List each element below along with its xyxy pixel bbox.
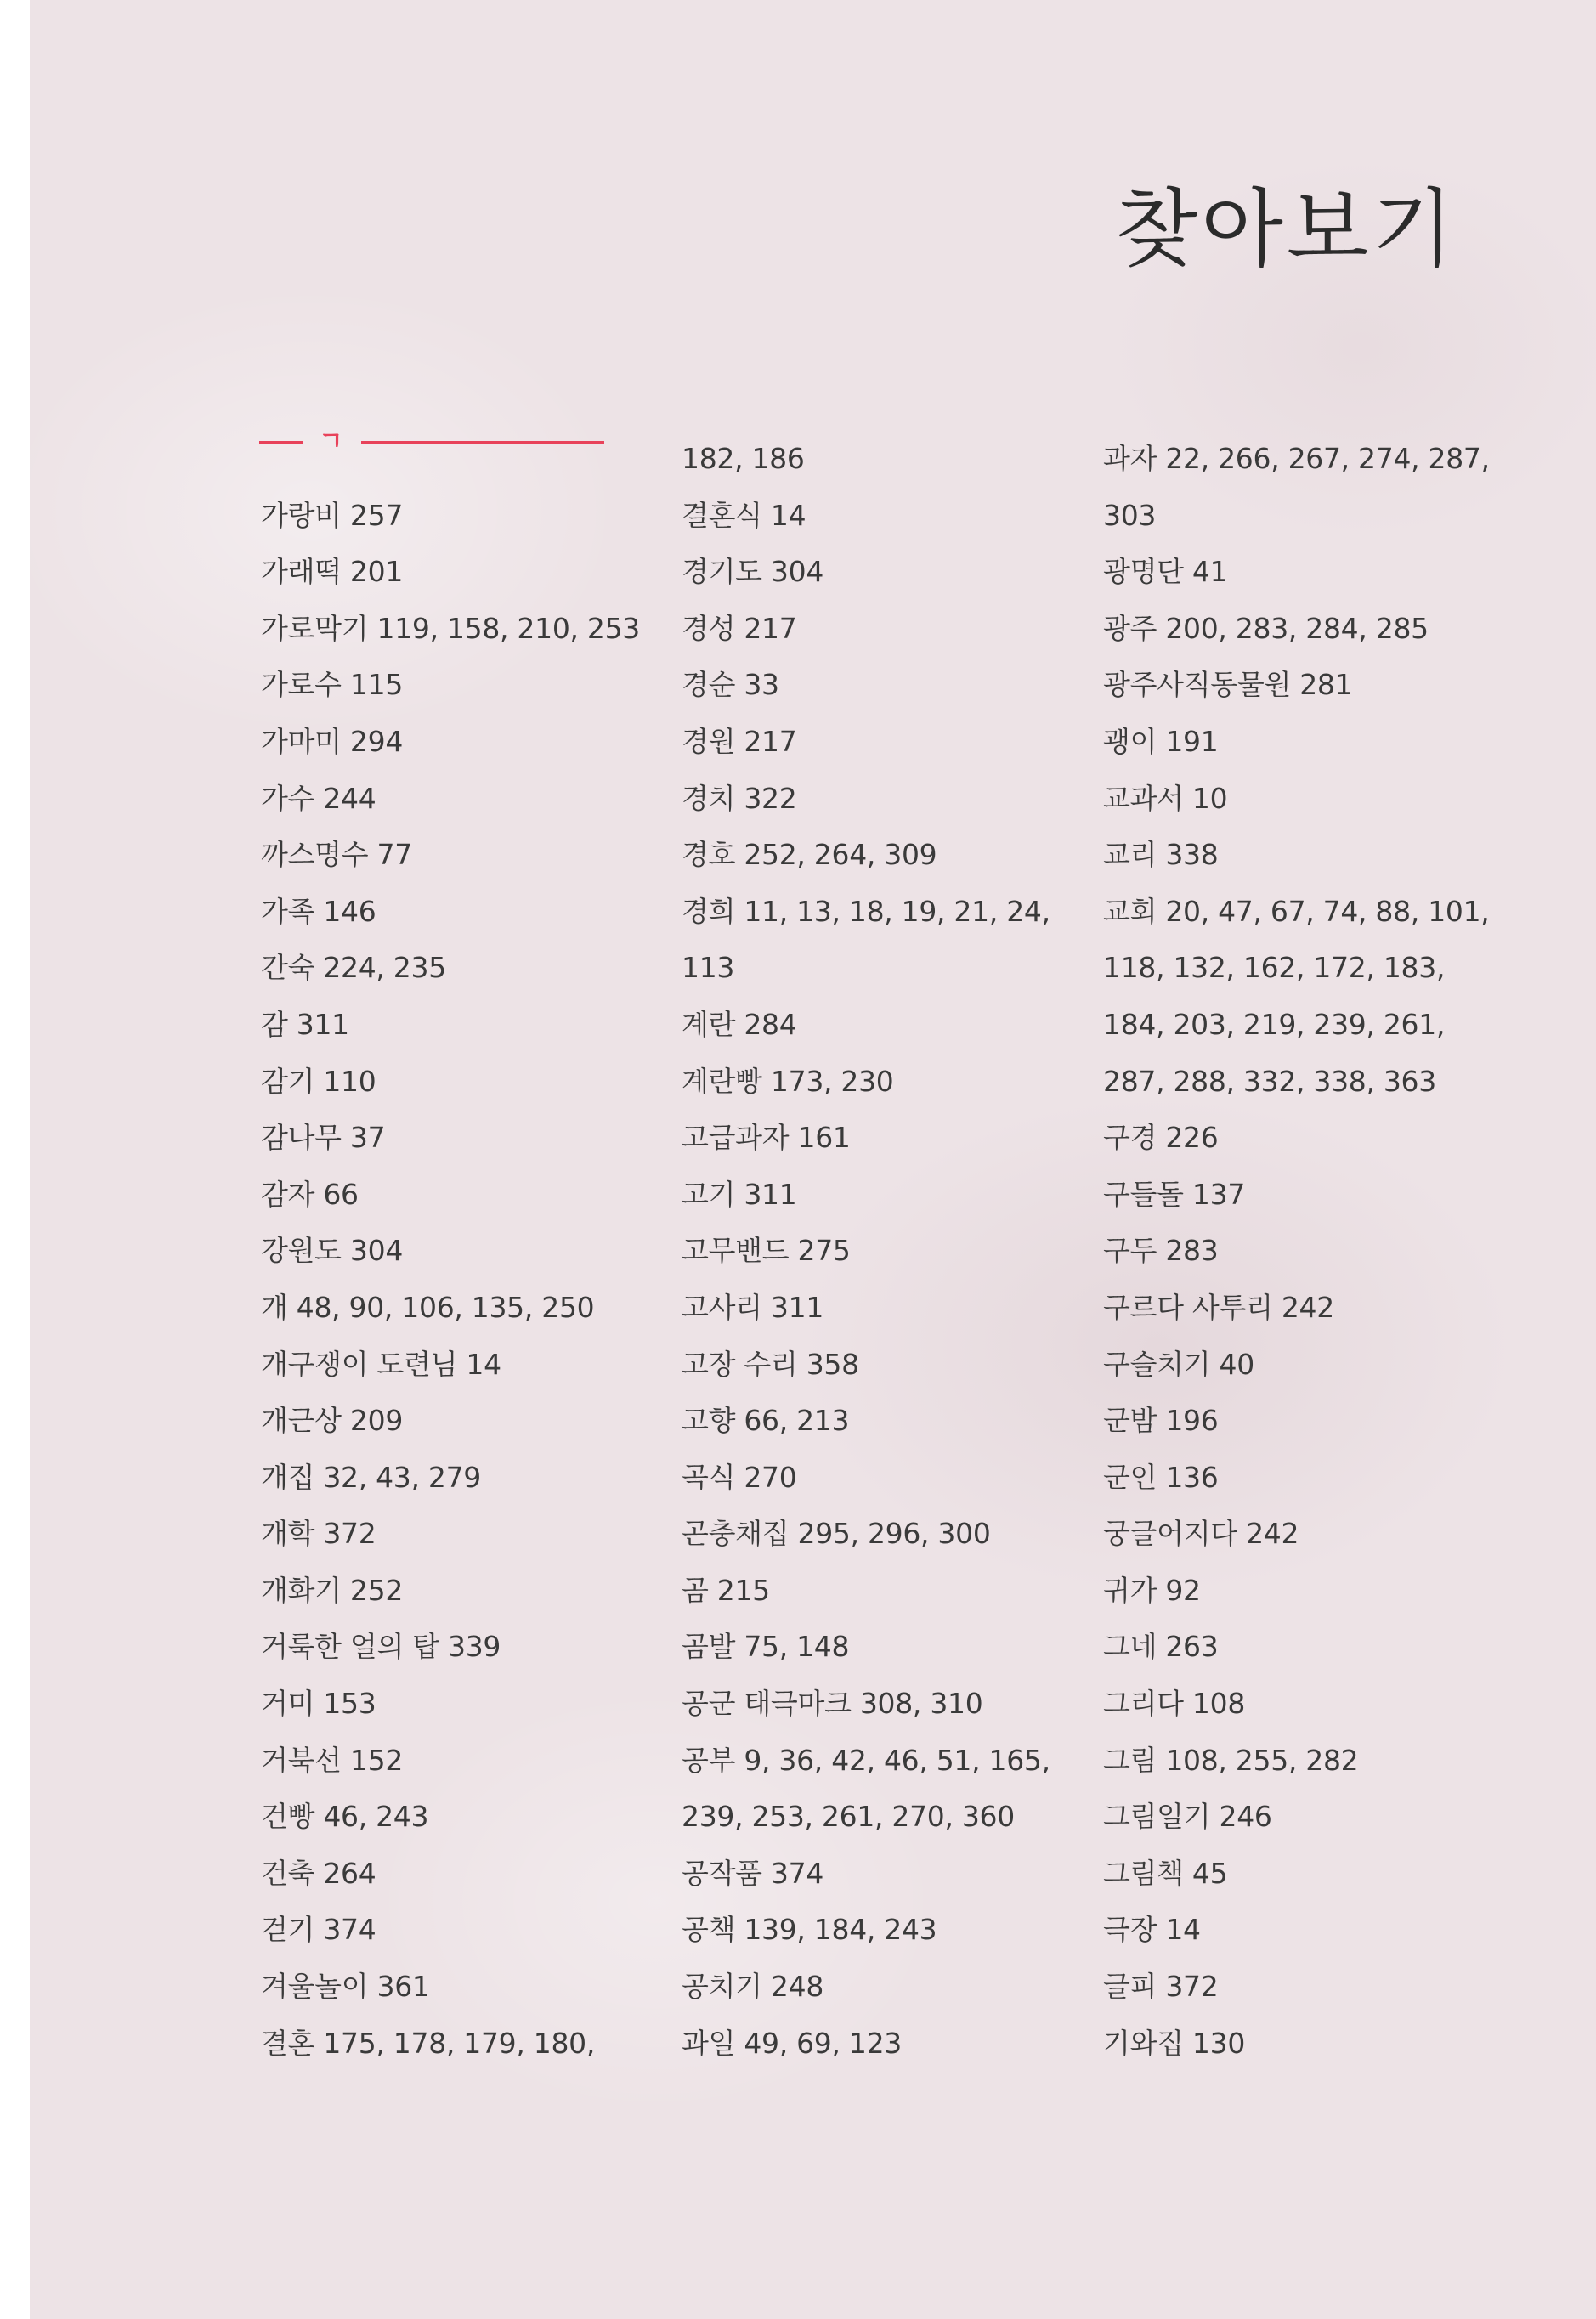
index-entry: 교리 338 (1103, 838, 1219, 872)
index-entry: 거룩한 얼의 탑 339 (261, 1630, 501, 1664)
index-entry: 가래떡 201 (261, 555, 404, 589)
index-entry: 계란 284 (682, 1007, 797, 1041)
index-entry: 곤충채집 295, 296, 300 (682, 1517, 991, 1551)
index-entry: 184, 203, 219, 239, 261, (1103, 1007, 1446, 1041)
index-column-1 (261, 488, 660, 2073)
index-entry: 고급과자 161 (682, 1121, 851, 1155)
index-entry: 교회 20, 47, 67, 74, 88, 101, (1103, 894, 1490, 928)
index-entry: 경순 33 (682, 668, 779, 702)
index-entry: 가수 244 (261, 781, 376, 815)
index-entry: 경원 217 (682, 724, 797, 758)
page-title: 찾아보기 (1115, 179, 1457, 279)
index-entry: 그림책 45 (1103, 1856, 1228, 1890)
index-entry: 글피 372 (1103, 1970, 1219, 2004)
index-entry: 구두 283 (1103, 1234, 1219, 1268)
index-entry: 과자 22, 266, 267, 274, 287, (1103, 442, 1490, 475)
index-entry: 귀가 92 (1103, 1573, 1201, 1607)
index-entry: 경성 217 (682, 611, 797, 645)
index-entry: 결혼식 14 (682, 498, 806, 532)
index-entry: 공책 139, 184, 243 (682, 1913, 937, 1947)
index-entry: 겨울놀이 361 (261, 1970, 430, 2004)
index-entry: 구슬치기 40 (1103, 1347, 1254, 1381)
index-entry: 건축 264 (261, 1856, 376, 1890)
index-entry: 거미 153 (261, 1687, 376, 1721)
index-entry: 가마미 294 (261, 724, 404, 758)
index-entry: 그네 263 (1103, 1630, 1219, 1664)
index-entry: 경치 322 (682, 781, 797, 815)
index-entry: 그림일기 246 (1103, 1800, 1272, 1834)
index-entry: 결혼 175, 178, 179, 180, (261, 2026, 596, 2060)
index-entry: 239, 253, 261, 270, 360 (682, 1800, 1015, 1834)
index-entry: 공부 9, 36, 42, 46, 51, 165, (682, 1743, 1050, 1777)
index-entry: 287, 288, 332, 338, 363 (1103, 1064, 1436, 1098)
index-entry: 강원도 304 (261, 1234, 404, 1268)
index-page (30, 0, 1596, 2319)
index-entry: 궁글어지다 242 (1103, 1517, 1299, 1551)
index-entry: 거북선 152 (261, 1743, 404, 1777)
section-header (259, 425, 604, 459)
index-entry: 극장 14 (1103, 1913, 1201, 1947)
index-entry: 개집 32, 43, 279 (261, 1460, 481, 1494)
index-entry: 곡식 270 (682, 1460, 797, 1494)
index-entry: 개근상 209 (261, 1404, 404, 1438)
index-entry: 감 311 (261, 1007, 349, 1041)
index-entry: 공치기 248 (682, 1970, 824, 2004)
index-entry: 그림 108, 255, 282 (1103, 1743, 1359, 1777)
index-entry: 걷기 374 (261, 1913, 376, 1947)
section-rule-left (259, 441, 303, 444)
index-entry: 113 (682, 951, 735, 985)
index-entry: 군인 136 (1103, 1460, 1219, 1494)
index-entry: 개학 372 (261, 1517, 376, 1551)
index-entry: 가로막기 119, 158, 210, 253 (261, 611, 640, 645)
index-entry: 간숙 224, 235 (261, 951, 446, 985)
index-entry: 303 (1103, 498, 1157, 532)
index-entry: 기와집 130 (1103, 2026, 1246, 2060)
index-entry: 가랑비 257 (261, 498, 404, 532)
index-entry: 공군 태극마크 308, 310 (682, 1687, 983, 1721)
index-entry: 감나무 37 (261, 1121, 386, 1155)
index-column-2 (682, 431, 1081, 2072)
index-entry: 118, 132, 162, 172, 183, (1103, 951, 1446, 985)
index-entry: 광명단 41 (1103, 555, 1228, 589)
section-rule-right (361, 441, 604, 444)
index-entry: 구르다 사투리 242 (1103, 1290, 1334, 1324)
index-entry: 건빵 46, 243 (261, 1800, 429, 1834)
index-entry: 공작품 374 (682, 1856, 824, 1890)
index-column-3 (1103, 431, 1503, 2072)
index-entry: 가로수 115 (261, 668, 404, 702)
index-entry: 구들돌 137 (1103, 1177, 1246, 1211)
index-entry: 광주사직동물원 281 (1103, 668, 1353, 702)
index-entry: 곰 215 (682, 1573, 770, 1607)
index-entry: 감기 110 (261, 1064, 376, 1098)
index-entry: 광주 200, 283, 284, 285 (1103, 611, 1429, 645)
index-entry: 182, 186 (682, 442, 805, 475)
index-entry: 감자 66 (261, 1177, 359, 1211)
index-entry: 개구쟁이 도련님 14 (261, 1347, 501, 1381)
index-entry: 교과서 10 (1103, 781, 1228, 815)
index-entry: 괭이 191 (1103, 724, 1219, 758)
index-entry: 군밤 196 (1103, 1404, 1219, 1438)
index-entry: 곰발 75, 148 (682, 1630, 850, 1664)
index-entry: 개화기 252 (261, 1573, 404, 1607)
index-entry: 구경 226 (1103, 1121, 1219, 1155)
index-entry: 개 48, 90, 106, 135, 250 (261, 1290, 595, 1324)
index-entry: 과일 49, 69, 123 (682, 2026, 902, 2060)
index-entry: 가족 146 (261, 894, 376, 928)
index-entry: 경호 252, 264, 309 (682, 838, 937, 872)
index-entry: 고사리 311 (682, 1290, 824, 1324)
section-letter: ㄱ (319, 427, 343, 456)
index-entry: 고장 수리 358 (682, 1347, 859, 1381)
index-entry: 고기 311 (682, 1177, 797, 1211)
index-entry: 그리다 108 (1103, 1687, 1246, 1721)
index-entry: 계란빵 173, 230 (682, 1064, 894, 1098)
index-entry: 까스명수 77 (261, 838, 412, 872)
index-entry: 고무밴드 275 (682, 1234, 851, 1268)
index-entry: 경기도 304 (682, 555, 824, 589)
index-entry: 고향 66, 213 (682, 1404, 850, 1438)
index-entry: 경희 11, 13, 18, 19, 21, 24, (682, 894, 1050, 928)
